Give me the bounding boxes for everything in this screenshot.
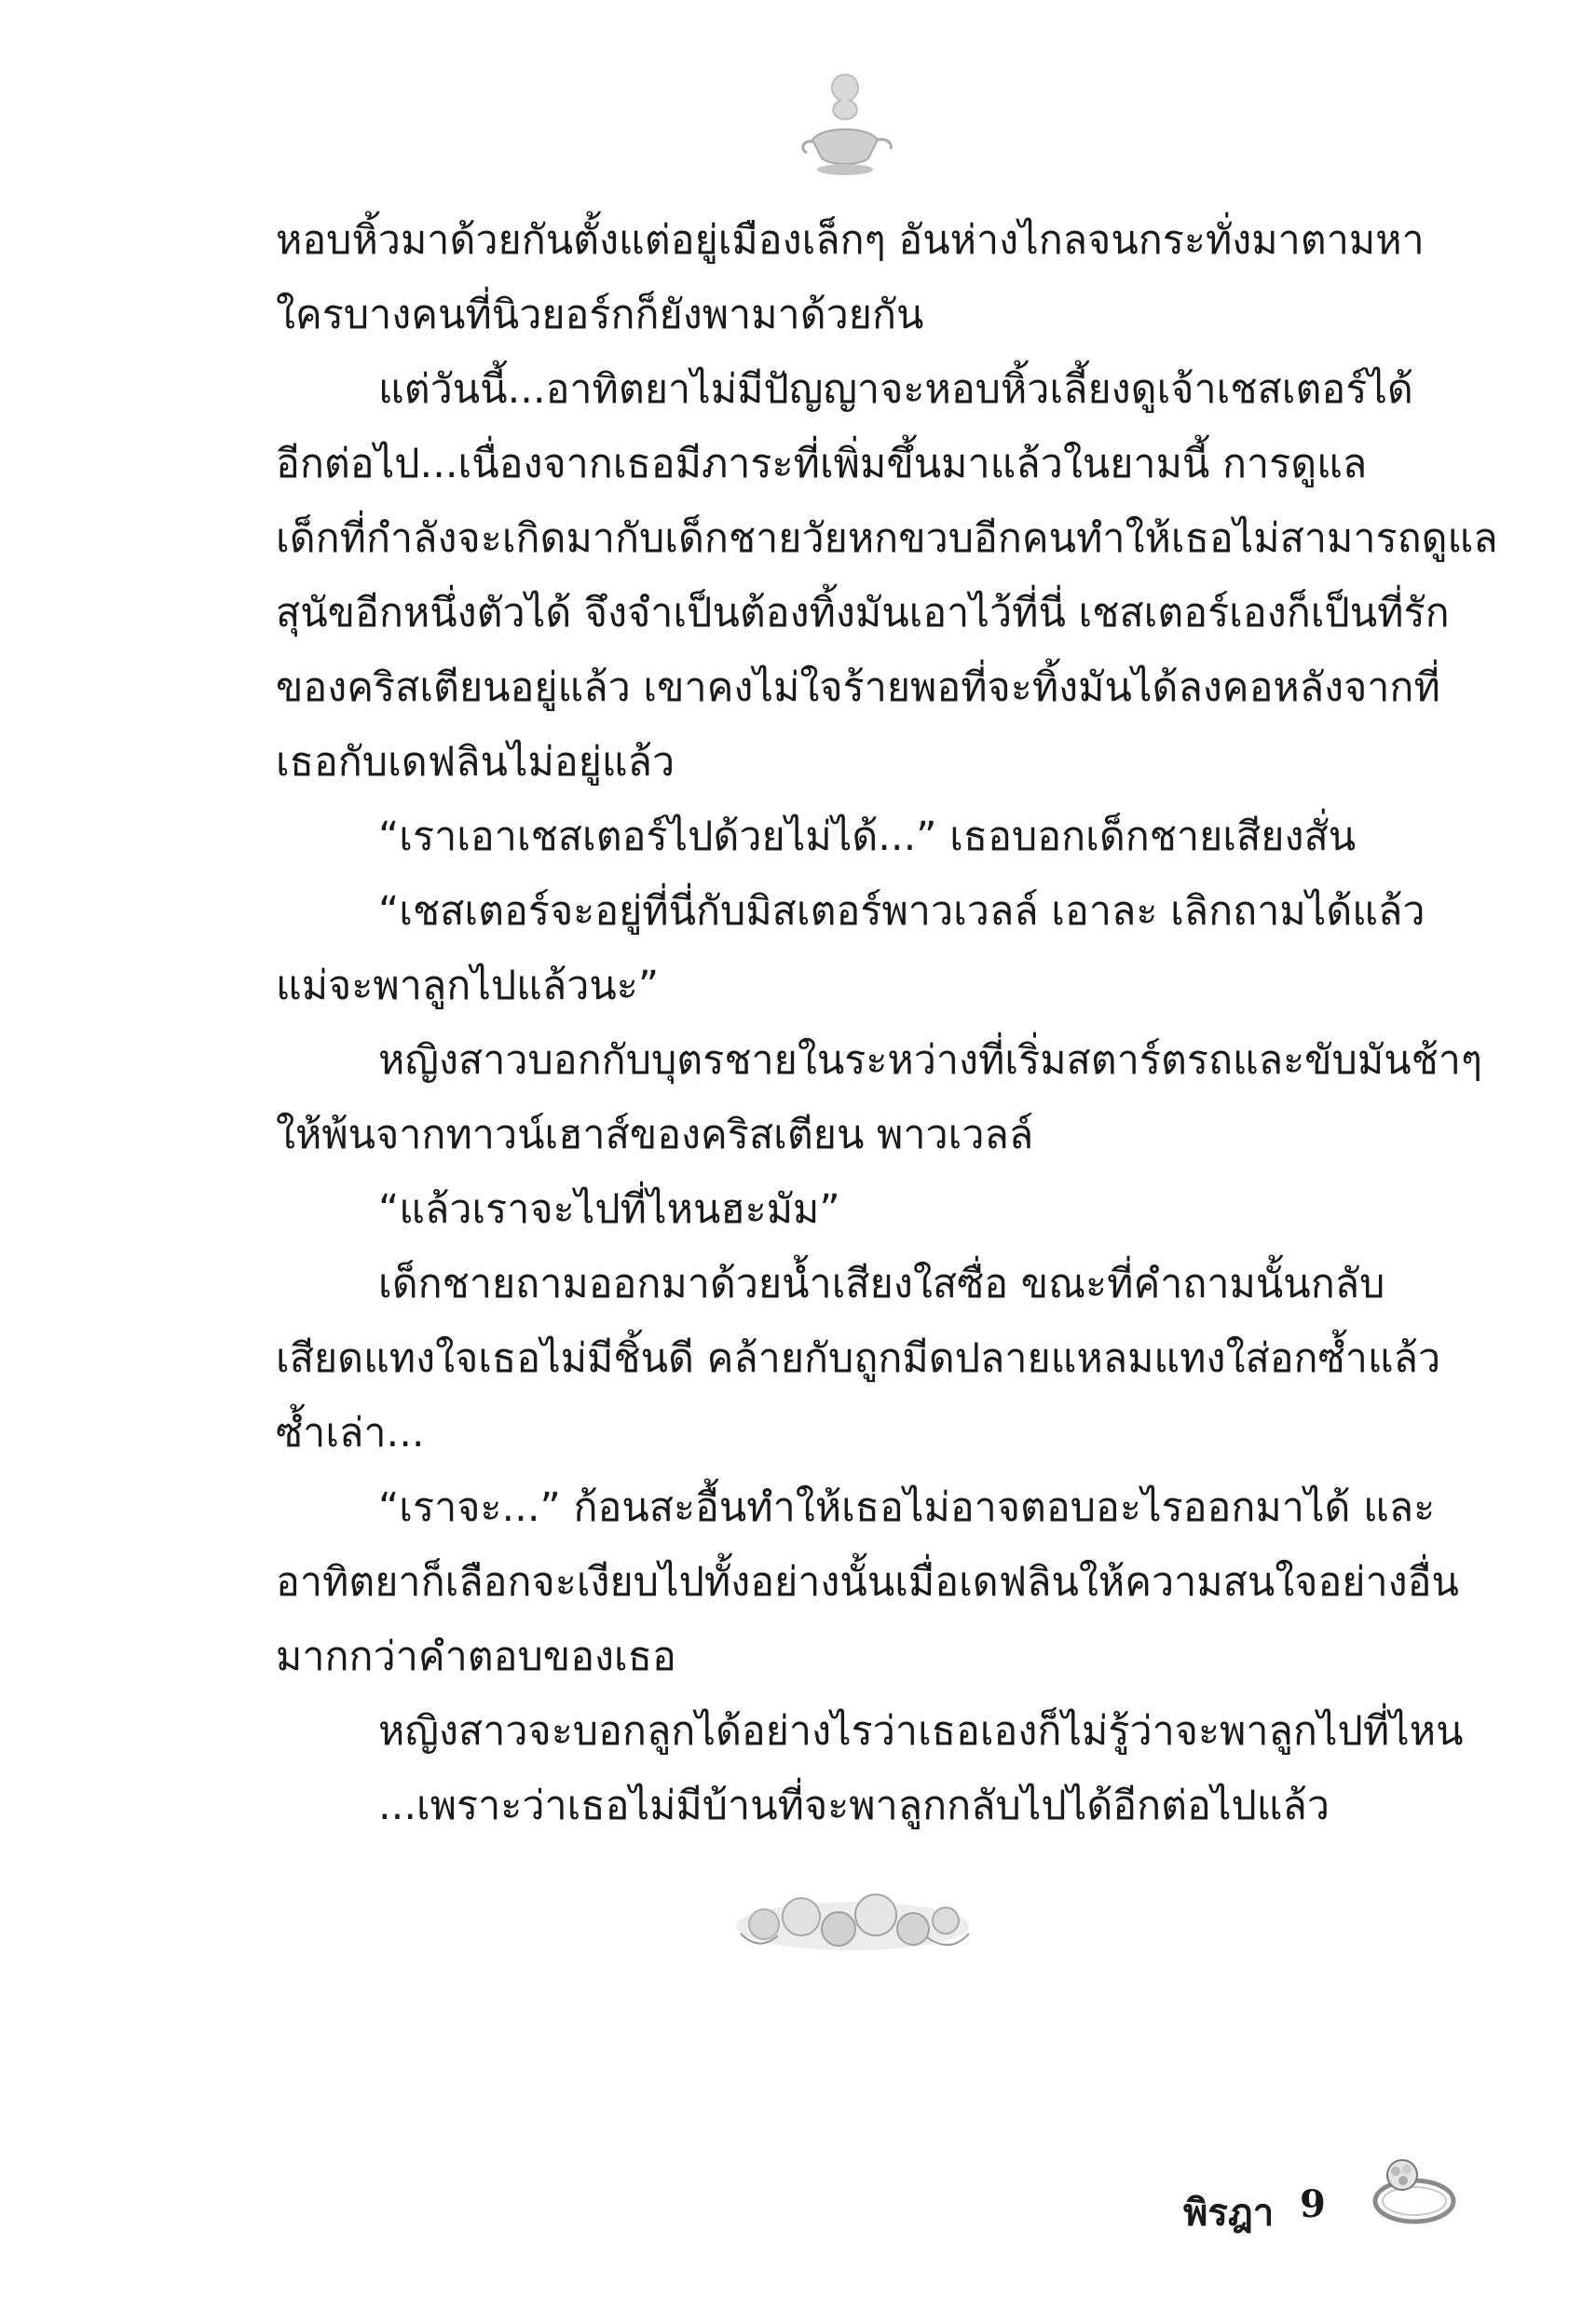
text-line: “เราจะ...” ก้อนสะอื้นทำให้เธอไม่อาจตอบอะไรออกมาได้ และ bbox=[378, 1484, 1436, 1531]
text-line: แม่จะพาลูกไปแล้วนะ” bbox=[276, 963, 660, 1009]
text-line: ซ้ำเล่า... bbox=[276, 1410, 425, 1456]
flower-garland-icon bbox=[722, 1878, 983, 1971]
text-line: เด็กชายถามออกมาด้วยน้ำเสียงใสซื่อ ขณะที่คำถามนั้นกลับ bbox=[378, 1261, 1385, 1307]
text-line: “แล้วเราจะไปที่ไหนฮะมัม” bbox=[378, 1186, 840, 1233]
text-line: หญิงสาวบอกกับบุตรชายในระหว่างที่เริ่มสตาร์ตรถและขับมันช้าๆ bbox=[378, 1037, 1483, 1084]
text-line: แต่วันนี้...อาทิตยาไม่มีปัญญาจะหอบหิ้วเลี้ยงดูเจ้าเชสเตอร์ได้ bbox=[378, 366, 1413, 413]
genie-lamp-icon bbox=[794, 65, 896, 186]
text-line: เธอกับเดฟลินไม่อยู่แล้ว bbox=[276, 739, 675, 786]
body-text bbox=[276, 203, 1498, 1843]
text-line: หอบหิ้วมาด้วยกันตั้งแต่อยู่เมืองเล็กๆ อันห่างไกลจนกระทั่งมาตามหา bbox=[276, 217, 1425, 264]
text-line: เด็กที่กำลังจะเกิดมากับเด็กชายวัยหกขวบอีกคนทำให้เธอไม่สามารถดูแล bbox=[276, 515, 1498, 562]
page-number: 9 bbox=[1300, 2182, 1326, 2226]
diamond-ring-icon bbox=[1360, 2143, 1463, 2236]
text-line: “เราเอาเชสเตอร์ไปด้วยไม่ได้...” เธอบอกเด็กชายเสียงสั่น bbox=[378, 814, 1357, 860]
text-line: ให้พ้นจากทาวน์เฮาส์ของคริสเตียน พาวเวลล์ bbox=[276, 1112, 1034, 1158]
text-line: สุนัขอีกหนึ่งตัวได้ จึงจำเป็นต้องทิ้งมันเอาไว้ที่นี่ เชสเตอร์เองก็เป็นที่รัก bbox=[276, 590, 1450, 636]
footer-title: พิรฎา bbox=[1183, 2191, 1275, 2235]
text-line: “เชสเตอร์จะอยู่ที่นี่กับมิสเตอร์พาวเวลล์ เอาละ เลิกถามได้แล้ว bbox=[378, 888, 1425, 935]
text-line: อาทิตยาก็เลือกจะเงียบไปทั้งอย่างนั้นเมื่อเดฟลินให้ความสนใจอย่างอื่น bbox=[276, 1559, 1459, 1606]
text-line: อีกต่อไป...เนื่องจากเธอมีภาระที่เพิ่มขึ้นมาแล้วในยามนี้ การดูแล bbox=[276, 441, 1368, 487]
text-line: ใครบางคนที่นิวยอร์กก็ยังพามาด้วยกัน bbox=[276, 292, 924, 338]
text-line: เสียดแทงใจเธอไม่มีชิ้นดี คล้ายกับถูกมีดปลายแหลมแทงใส่อกซ้ำแล้ว bbox=[276, 1335, 1441, 1382]
text-line: มากกว่าคำตอบของเธอ bbox=[276, 1634, 676, 1680]
page-footer bbox=[1183, 2143, 1481, 2255]
text-line: หญิงสาวจะบอกลูกได้อย่างไรว่าเธอเองก็ไม่รู้ว่าจะพาลูกไปที่ไหน bbox=[378, 1708, 1464, 1755]
text-line: ...เพราะว่าเธอไม่มีบ้านที่จะพาลูกกลับไปได้อีกต่อไปแล้ว bbox=[378, 1783, 1330, 1829]
text-line: ของคริสเตียนอยู่แล้ว เขาคงไม่ใจร้ายพอที่จะทิ้งมันได้ลงคอหลังจากที่ bbox=[276, 664, 1440, 711]
